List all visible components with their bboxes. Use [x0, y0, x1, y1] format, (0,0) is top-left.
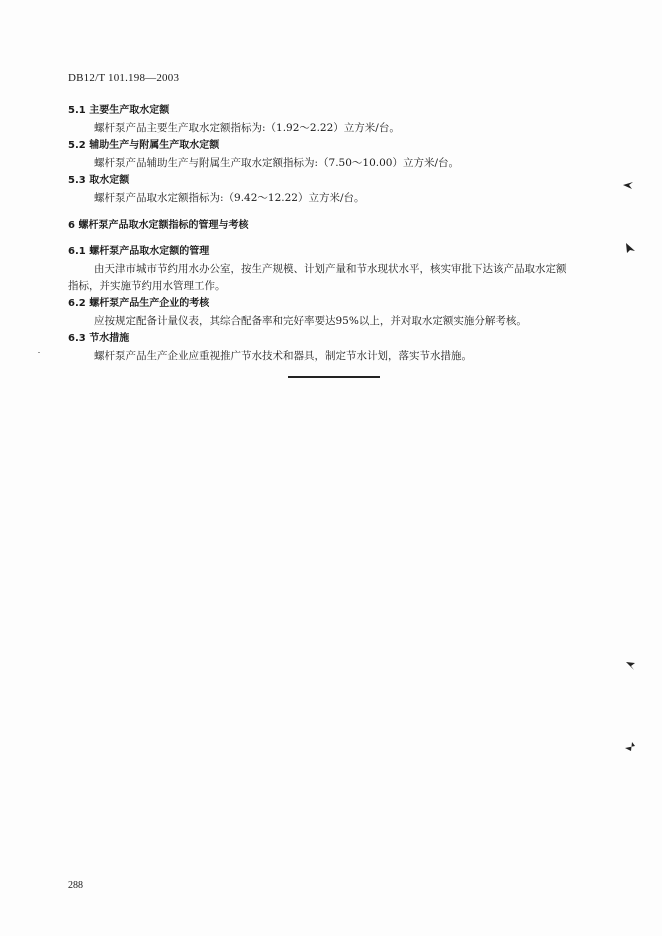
section-5-2-text: 螺杆泵产品辅助生产与附属生产取水定额指标为:（7.50～10.00）立方米/台。: [94, 157, 460, 169]
page-number: 288: [68, 880, 83, 891]
arrow-mark-icon: [624, 740, 636, 752]
section-6-1-heading: 6.1 螺杆泵产品取水定额的管理: [68, 246, 210, 257]
arrow-mark-icon: [624, 242, 636, 254]
section-5-3-text: 螺杆泵产品取水定额指标为:（9.42～12.22）立方米/台。: [94, 192, 365, 204]
section-5-2-heading: 5.2 辅助生产与附属生产取水定额: [68, 140, 220, 151]
section-6-1-text-line1: 由天津市城市节约用水办公室，按生产规模、计划产量和节水现状水平，核实审批下达该产品取水定额: [94, 263, 567, 275]
section-6-heading: 6 螺杆泵产品取水定额指标的管理与考核: [68, 220, 249, 231]
arrow-mark-icon: [622, 178, 634, 190]
section-5-1-text: 螺杆泵产品主要生产取水定额指标为:（1.92～2.22）立方米/台。: [94, 122, 400, 134]
section-5-3-heading: 5.3 取水定额: [68, 175, 130, 186]
document-code: DB12/T 101.198—2003: [68, 72, 180, 84]
arrow-mark-icon: [624, 660, 636, 672]
section-6-2-heading: 6.2 螺杆泵产品生产企业的考核: [68, 298, 210, 309]
end-divider: [288, 376, 380, 378]
section-6-1-text-line2: 指标，并实施节约用水管理工作。: [68, 280, 226, 292]
section-6-2-text: 应按规定配备计量仪表，其综合配备率和完好率要达95%以上，并对取水定额实施分解考核。: [94, 315, 527, 327]
section-5-1-heading: 5.1 主要生产取水定额: [68, 105, 170, 116]
section-6-3-text: 螺杆泵产品生产企业应重视推广节水技术和器具，制定节水计划，落实节水措施。: [94, 350, 472, 362]
section-6-3-heading: 6.3 节水措施: [68, 333, 130, 344]
scan-speck: [38, 352, 40, 353]
